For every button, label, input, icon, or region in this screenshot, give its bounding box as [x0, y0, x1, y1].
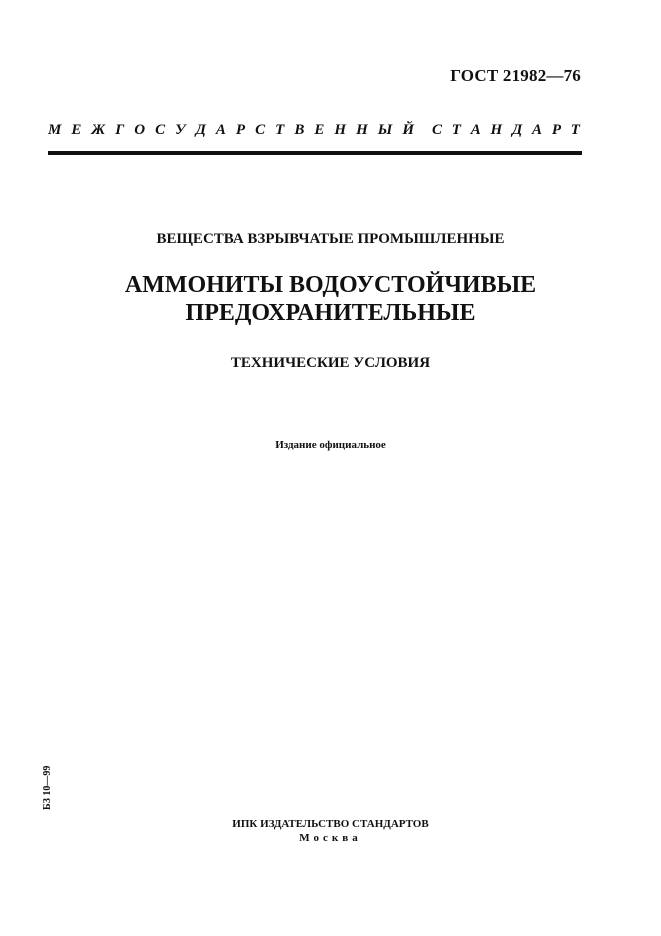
category-title: ВЕЩЕСТВА ВЗРЫВЧАТЫЕ ПРОМЫШЛЕННЫЕ [156, 231, 505, 247]
heading-letter: Н [490, 122, 503, 138]
heading-letter: С [432, 122, 443, 138]
heading-letter: А [470, 122, 481, 138]
document-number: ГОСТ 21982—76 [450, 66, 581, 85]
heading-letter: Е [71, 122, 82, 138]
standard-word [432, 122, 580, 139]
heading-letter: Н [356, 122, 368, 138]
heading-letter: А [215, 122, 226, 138]
heading-letter: Т [570, 122, 580, 138]
side-code: БЗ 10—99 [42, 765, 53, 810]
interstate-word [48, 122, 414, 139]
heading-letter: Е [314, 122, 325, 138]
header-divider [48, 151, 582, 155]
heading-letter: В [294, 122, 305, 138]
heading-letter: С [255, 122, 266, 138]
heading-letter: Т [451, 122, 461, 138]
heading-letter: О [134, 122, 146, 138]
heading-letter: Г [115, 122, 125, 138]
heading-letter: Ы [377, 122, 393, 138]
main-title-line-2: ПРЕДОХРАНИТЕЛЬНЫЕ [185, 300, 476, 326]
main-title-line-1: АММОНИТЫ ВОДОУСТОЙЧИВЫЕ [124, 272, 537, 298]
edition-note: Издание официальное [275, 439, 386, 451]
heading-letter: С [155, 122, 166, 138]
heading-letter: А [532, 122, 543, 138]
publisher-name: ИПК ИЗДАТЕЛЬСТВО СТАНДАРТОВ [232, 818, 429, 830]
heading-letter: Д [512, 122, 523, 138]
heading-letter: Р [551, 122, 561, 138]
heading-letter: Н [334, 122, 347, 138]
heading-letter: У [175, 122, 186, 138]
heading-letter: Й [402, 122, 414, 138]
heading-letter: Ж [91, 122, 106, 138]
main-title [0, 271, 661, 327]
subtitle: ТЕХНИЧЕСКИЕ УСЛОВИЯ [230, 355, 431, 371]
publisher-city: Москва [299, 832, 362, 844]
heading-letter: Д [195, 122, 206, 138]
interstate-standard-heading [48, 122, 580, 139]
heading-letter: Р [235, 122, 246, 138]
heading-letter: М [48, 122, 62, 138]
heading-letter: Т [275, 122, 285, 138]
